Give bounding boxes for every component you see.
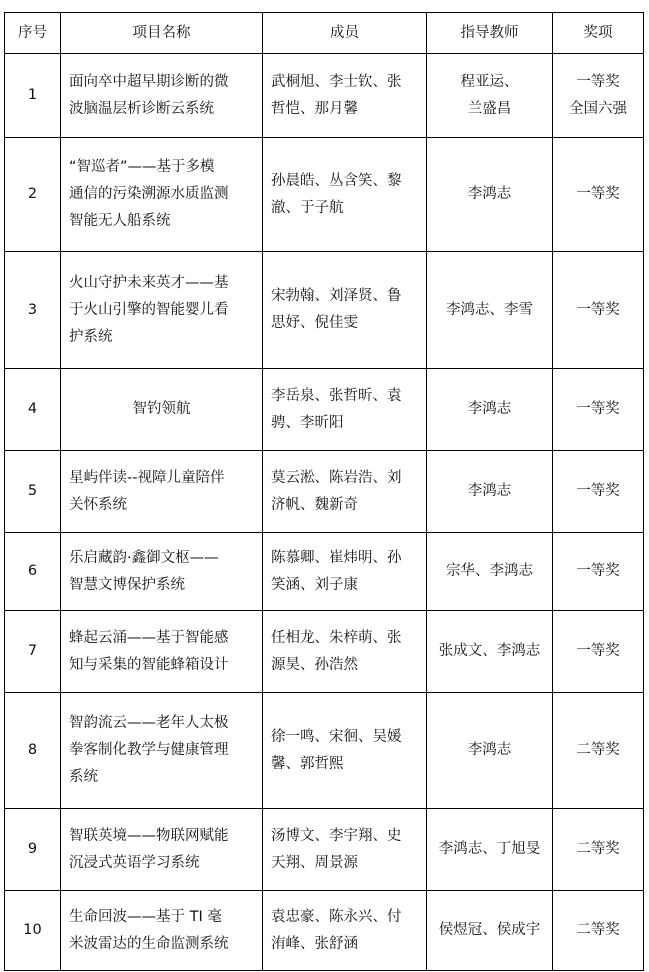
advisor: [427, 138, 553, 252]
members: [263, 138, 427, 252]
project-line: 星屿伴读--视障儿童陪伴: [69, 469, 225, 486]
members-line: 陈慕卿、崔炜明、孙: [271, 549, 402, 566]
award: [553, 252, 644, 369]
project-line: 系统: [69, 769, 98, 785]
award: [553, 891, 644, 971]
award: [553, 138, 644, 252]
award: [553, 693, 644, 809]
award-line: 全国六强: [569, 100, 627, 117]
header-advisor: 指导教师: [427, 13, 553, 54]
advisor-line: 李鸿志、丁旭旻: [438, 841, 541, 857]
project-name: [61, 369, 263, 451]
advisor-line: 程亚运、: [460, 73, 519, 90]
project-line: 蜂起云涌——基于智能感: [69, 629, 229, 646]
advisor-line: 李鸿志: [467, 483, 512, 499]
award-line: 一等奖: [576, 643, 620, 659]
project-line: 关怀系统: [69, 496, 127, 513]
table-row: [5, 611, 644, 693]
project-line: 通信的污染溯源水质监测: [69, 186, 229, 202]
members-line: 澈、于子航: [271, 199, 344, 216]
table-row: [5, 809, 644, 891]
row-number: 6: [5, 533, 61, 611]
project-line: 知与采集的智能蜂箱设计: [69, 656, 229, 673]
members-line: 源昊、孙浩然: [271, 656, 358, 673]
project-line: 智钓领航: [132, 401, 191, 417]
members-line: 馨、郭哲熙: [271, 755, 344, 772]
advisor-line: 宗华、李鸿志: [446, 563, 533, 579]
members: [263, 451, 427, 533]
members-line: 宋勃翰、刘泽贤、鲁: [271, 288, 402, 304]
project-line: 于火山引擎的智能婴儿看: [69, 301, 229, 318]
award-line: 一等奖: [576, 186, 620, 202]
award-line: 一等奖: [576, 563, 620, 579]
award: [553, 369, 644, 451]
header-row: [5, 13, 644, 54]
header-no: 序号: [5, 13, 61, 54]
project-line: 波脑温层析诊断云系统: [69, 100, 214, 117]
table-row: [5, 693, 644, 809]
project-name: [61, 252, 263, 369]
project-line: 智韵流云——老年人太极: [69, 715, 229, 731]
members-line: 袁忠豪、陈永兴、付: [271, 908, 402, 925]
row-number: 1: [5, 54, 61, 138]
project-name: [61, 611, 263, 693]
members-line: 莫云淞、陈岩浩、刘: [271, 469, 402, 486]
members-line: 天翔、周景源: [271, 854, 358, 871]
advisor-line: 李鸿志: [467, 742, 512, 758]
members: [263, 369, 427, 451]
project-line: 拳客制化教学与健康管理: [69, 742, 229, 758]
project-line: 乐启藏韵·鑫御文枢——: [69, 549, 219, 566]
award-line: 一等奖: [576, 73, 620, 90]
members-line: 济帆、魏新奇: [271, 496, 358, 513]
row-number: 9: [5, 809, 61, 891]
advisor: [427, 369, 553, 451]
project-name: [61, 533, 263, 611]
project-name: [61, 693, 263, 809]
advisor-line: 侯煜冠、侯成宇: [438, 922, 541, 938]
row-number: 3: [5, 252, 61, 369]
members: [263, 54, 427, 138]
award-line: 二等奖: [576, 841, 620, 857]
table-row: [5, 138, 644, 252]
project-line: 智慧文博保护系统: [69, 576, 185, 593]
award: [553, 809, 644, 891]
members-line: 思妤、倪佳雯: [271, 315, 358, 331]
project-line: 智联英境——物联网赋能: [69, 827, 229, 844]
advisor: [427, 252, 553, 369]
members: [263, 252, 427, 369]
award: [553, 451, 644, 533]
advisor: [427, 533, 553, 611]
row-number: 4: [5, 369, 61, 451]
advisor-line: 李鸿志: [467, 401, 512, 417]
award: [553, 533, 644, 611]
members: [263, 611, 427, 693]
members: [263, 809, 427, 891]
members-line: 汤博文、李宇翔、史: [271, 827, 402, 844]
members: [263, 891, 427, 971]
project-name: [61, 54, 263, 138]
members-line: 武桐旭、李士钦、张: [271, 73, 402, 90]
project-name: [61, 451, 263, 533]
project-line: 智能无人船系统: [69, 213, 171, 229]
advisor-line: 兰盛昌: [467, 100, 512, 117]
award-line: 一等奖: [576, 301, 620, 318]
project-line: “智巡者”——基于多模: [69, 159, 215, 175]
table-row: [5, 533, 644, 611]
advisor-line: 张成文、李鸿志: [438, 643, 541, 659]
table-row: [5, 451, 644, 533]
header-members: 成员: [263, 13, 427, 54]
table-row: [5, 54, 644, 138]
row-number: 5: [5, 451, 61, 533]
row-number: 10: [5, 891, 61, 971]
project-line: 火山守护未来英才——基: [69, 274, 229, 291]
advisor-line: 李鸿志、李雪: [446, 301, 533, 318]
header-project: 项目名称: [61, 13, 263, 54]
advisor: [427, 891, 553, 971]
members-line: 李岳泉、张哲昕、袁: [271, 387, 402, 404]
advisor: [427, 451, 553, 533]
row-number: 8: [5, 693, 61, 809]
award: [553, 54, 644, 138]
award-line: 二等奖: [576, 922, 620, 938]
members-line: 孙晨皓、丛含笑、黎: [271, 172, 402, 189]
advisor: [427, 54, 553, 138]
table-row: [5, 369, 644, 451]
award-line: 一等奖: [576, 401, 620, 417]
project-line: 生命回波——基于 TI 毫: [69, 908, 222, 925]
project-name: [61, 809, 263, 891]
project-name: [61, 891, 263, 971]
project-line: 米波雷达的生命监测系统: [69, 935, 229, 952]
table-row: [5, 252, 644, 369]
members: [263, 533, 427, 611]
project-name: [61, 138, 263, 252]
members: [263, 693, 427, 809]
advisor: [427, 693, 553, 809]
members-line: 徐一鸣、宋徊、吴媛: [271, 728, 402, 745]
award-line: 一等奖: [576, 483, 620, 499]
row-number: 7: [5, 611, 61, 693]
advisor-line: 李鸿志: [467, 186, 512, 202]
members-line: 笑涵、刘子康: [271, 576, 358, 593]
members-line: 任相龙、朱梓萌、张: [271, 629, 402, 646]
row-number: 2: [5, 138, 61, 252]
awards-table: [4, 12, 644, 971]
members-line: 洧峰、张舒涵: [271, 935, 358, 952]
members-line: 骋、李昕阳: [271, 414, 344, 431]
advisor: [427, 611, 553, 693]
advisor: [427, 809, 553, 891]
project-line: 护系统: [69, 328, 113, 345]
project-line: 面向卒中超早期诊断的微: [69, 73, 229, 90]
header-award: 奖项: [553, 13, 644, 54]
project-line: 沉浸式英语学习系统: [69, 854, 200, 871]
award-line: 二等奖: [576, 742, 620, 758]
award: [553, 611, 644, 693]
members-line: 哲恺、那月馨: [271, 100, 358, 117]
table-row: [5, 891, 644, 971]
